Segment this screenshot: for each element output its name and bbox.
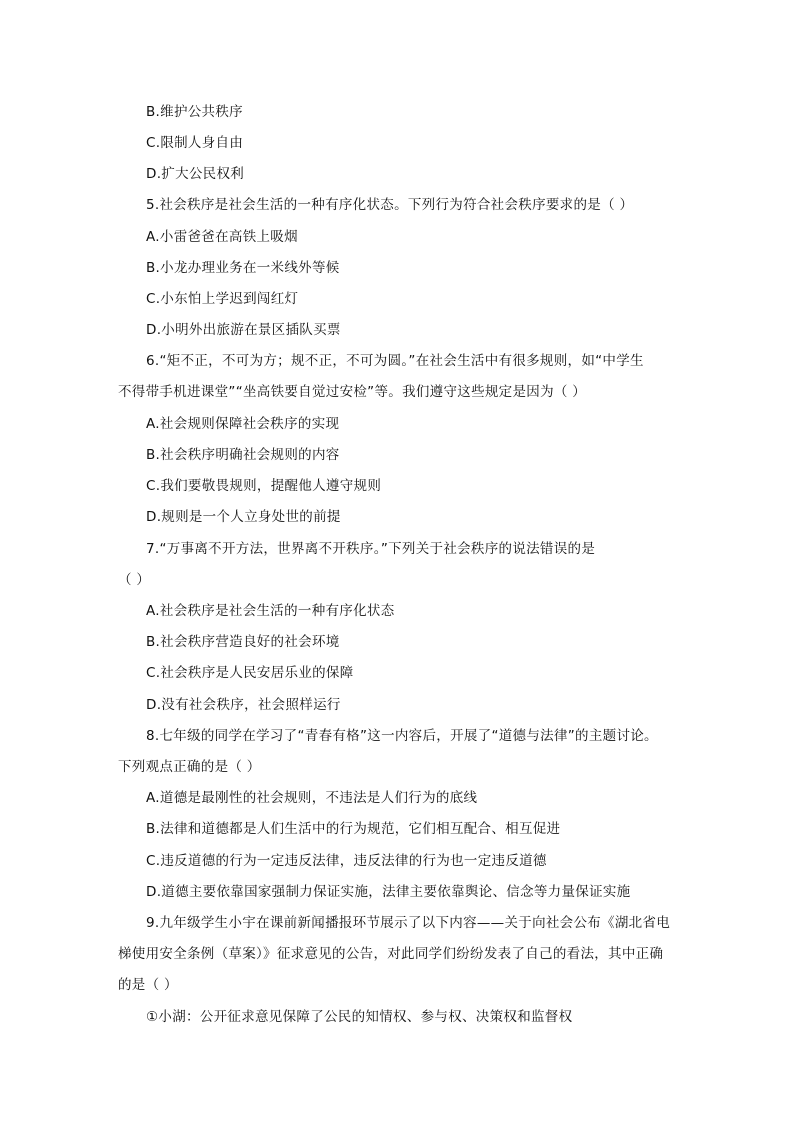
option-b-q5: B.小龙办理业务在一米线外等候 xyxy=(146,260,340,276)
question-6-line2: 不得带手机进课堂”“坐高铁要自觉过安检”等。我们遵守这些规定是因为（ ） xyxy=(118,384,587,400)
option-b-q7: B.社会秩序营造良好的社会环境 xyxy=(146,634,340,650)
question-7-line1: 7.“万事离不开方法，世界离不开秩序。”下列关于社会秩序的说法错误的是 xyxy=(146,541,596,557)
question-8-line1: 8.七年级的同学在学习了“青春有格”这一内容后，开展了“道德与法律”的主题讨论。 xyxy=(146,728,658,744)
question-8-line2: 下列观点正确的是（ ） xyxy=(118,759,261,775)
question-6-line1: 6.“矩不正，不可为方；规不正，不可为圆。”在社会生活中有很多规则，如“中学生 xyxy=(146,353,644,369)
option-d-q8: D.道德主要依靠国家强制力保证实施，法律主要依靠舆论、信念等力量保证实施 xyxy=(146,884,631,900)
option-b-q8: B.法律和道德都是人们生活中的行为规范，它们相互配合、相互促进 xyxy=(146,821,561,837)
option-a-q5: A.小雷爸爸在高铁上吸烟 xyxy=(146,229,298,245)
option-c-q5: C.小东怕上学迟到闯红灯 xyxy=(146,291,299,307)
statement-1-q9: ①小湖：公开征求意见保障了公民的知情权、参与权、决策权和监督权 xyxy=(146,1009,573,1025)
question-9-line2: 梯使用安全条例（草案）》征求意见的公告，对此同学们纷纷发表了自己的看法，其中正确 xyxy=(118,946,664,962)
option-b-q6: B.社会秩序明确社会规则的内容 xyxy=(146,447,340,463)
question-9-line3: 的是（ ） xyxy=(118,977,178,993)
option-c-q8: C.违反道德的行为一定违反法律，违反法律的行为也一定违反道德 xyxy=(146,853,547,869)
option-c-q6: C.我们要敬畏规则，提醒他人遵守规则 xyxy=(146,478,382,494)
option-a-q6: A.社会规则保障社会秩序的实现 xyxy=(146,416,340,432)
option-d-q5: D.小明外出旅游在景区插队买票 xyxy=(146,322,341,338)
option-b-q4: B.维护公共秩序 xyxy=(146,104,243,120)
option-d-q6: D.规则是一个人立身处世的前提 xyxy=(146,509,341,525)
option-a-q7: A.社会秩序是社会生活的一种有序化状态 xyxy=(146,603,395,619)
option-c-q7: C.社会秩序是人民安居乐业的保障 xyxy=(146,665,354,681)
option-d-q7: D.没有社会秩序，社会照样运行 xyxy=(146,697,341,713)
option-a-q8: A.道德是最刚性的社会规则，不违法是人们行为的底线 xyxy=(146,790,478,806)
question-7-line2: （ ） xyxy=(118,572,151,588)
option-c-q4: C.限制人身自由 xyxy=(146,135,244,151)
option-d-q4: D.扩大公民权利 xyxy=(146,166,245,182)
question-9-line1: 9.九年级学生小宇在课前新闻播报环节展示了以下内容——关于向社会公布《湖北省电 xyxy=(146,915,671,931)
question-5: 5.社会秩序是社会生活的一种有序化状态。下列行为符合社会秩序要求的是（ ） xyxy=(146,197,634,213)
